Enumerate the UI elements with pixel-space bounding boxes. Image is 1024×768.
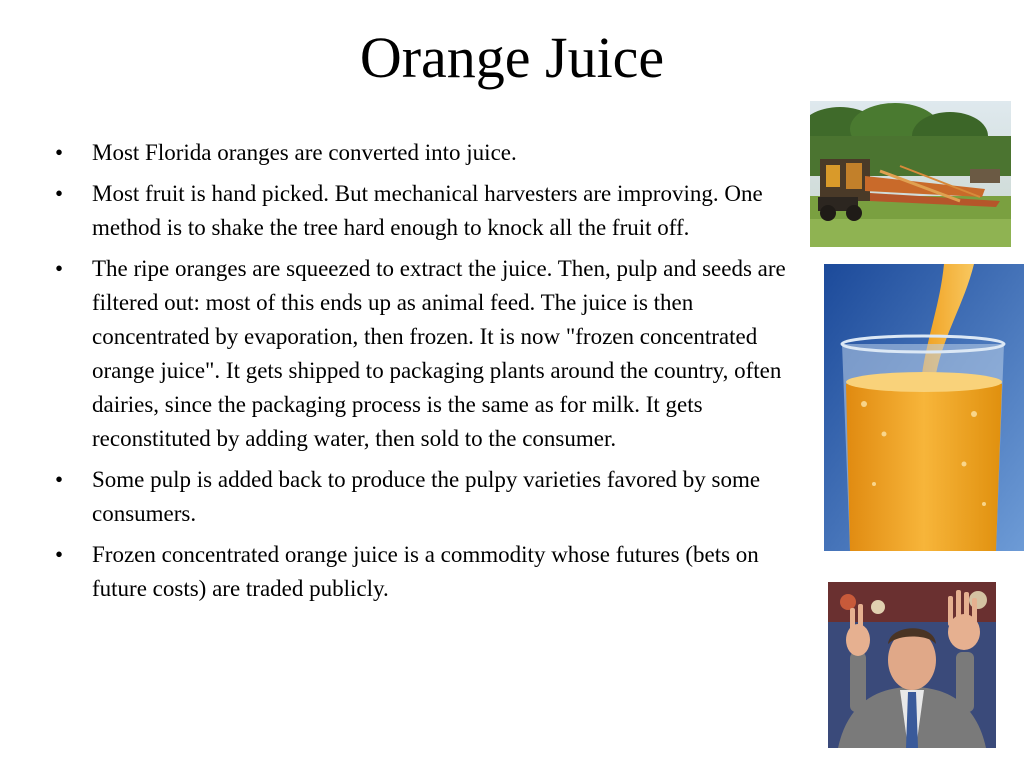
bullet-marker: • [55,256,64,281]
bullet-text: Some pulp is added back to produce the pulpy varieties favored by some consumers. [92,467,761,526]
bullet-text: Most Florida oranges are converted into juice. [92,140,517,165]
bullet-text: Frozen concentrated orange juice is a commodity whose futures (bets on future costs) are traded publicly. [92,542,759,601]
bullet-item [50,538,790,606]
bullet-text: The ripe oranges are squeezed to extract the juice. Then, pulp and seeds are filtered out: most of this ends up as animal feed. The juice is then concentrated by evaporation, then frozen. It is now "frozen concentrated orange juice". It gets shipped to packaging plants around the country, often dairies, since the packaging process is the same as for milk. It gets reconstituted by adding water, then sold to the consumer. [92,256,786,451]
bullet-marker: • [55,542,64,567]
bullet-list [50,136,790,613]
bullet-marker: • [55,181,64,206]
orange-juice-photo [824,264,1024,551]
bullet-text: Most fruit is hand picked. But mechanical harvesters are improving. One method is to shake the tree hard enough to knock all the fruit off. [92,181,763,240]
man-gesturing-photo [828,582,996,748]
man-gesturing-illustration [828,582,996,748]
orange-juice-illustration [824,264,1024,551]
harvester-illustration [810,101,1011,247]
bullet-item [50,252,790,456]
bullet-marker: • [55,140,64,165]
bullet-marker: • [55,467,64,492]
bullet-item [50,177,790,245]
harvester-photo [810,101,1011,247]
bullet-item [50,463,790,531]
bullet-item [50,136,790,170]
slide-title: Orange Juice [359,25,665,90]
